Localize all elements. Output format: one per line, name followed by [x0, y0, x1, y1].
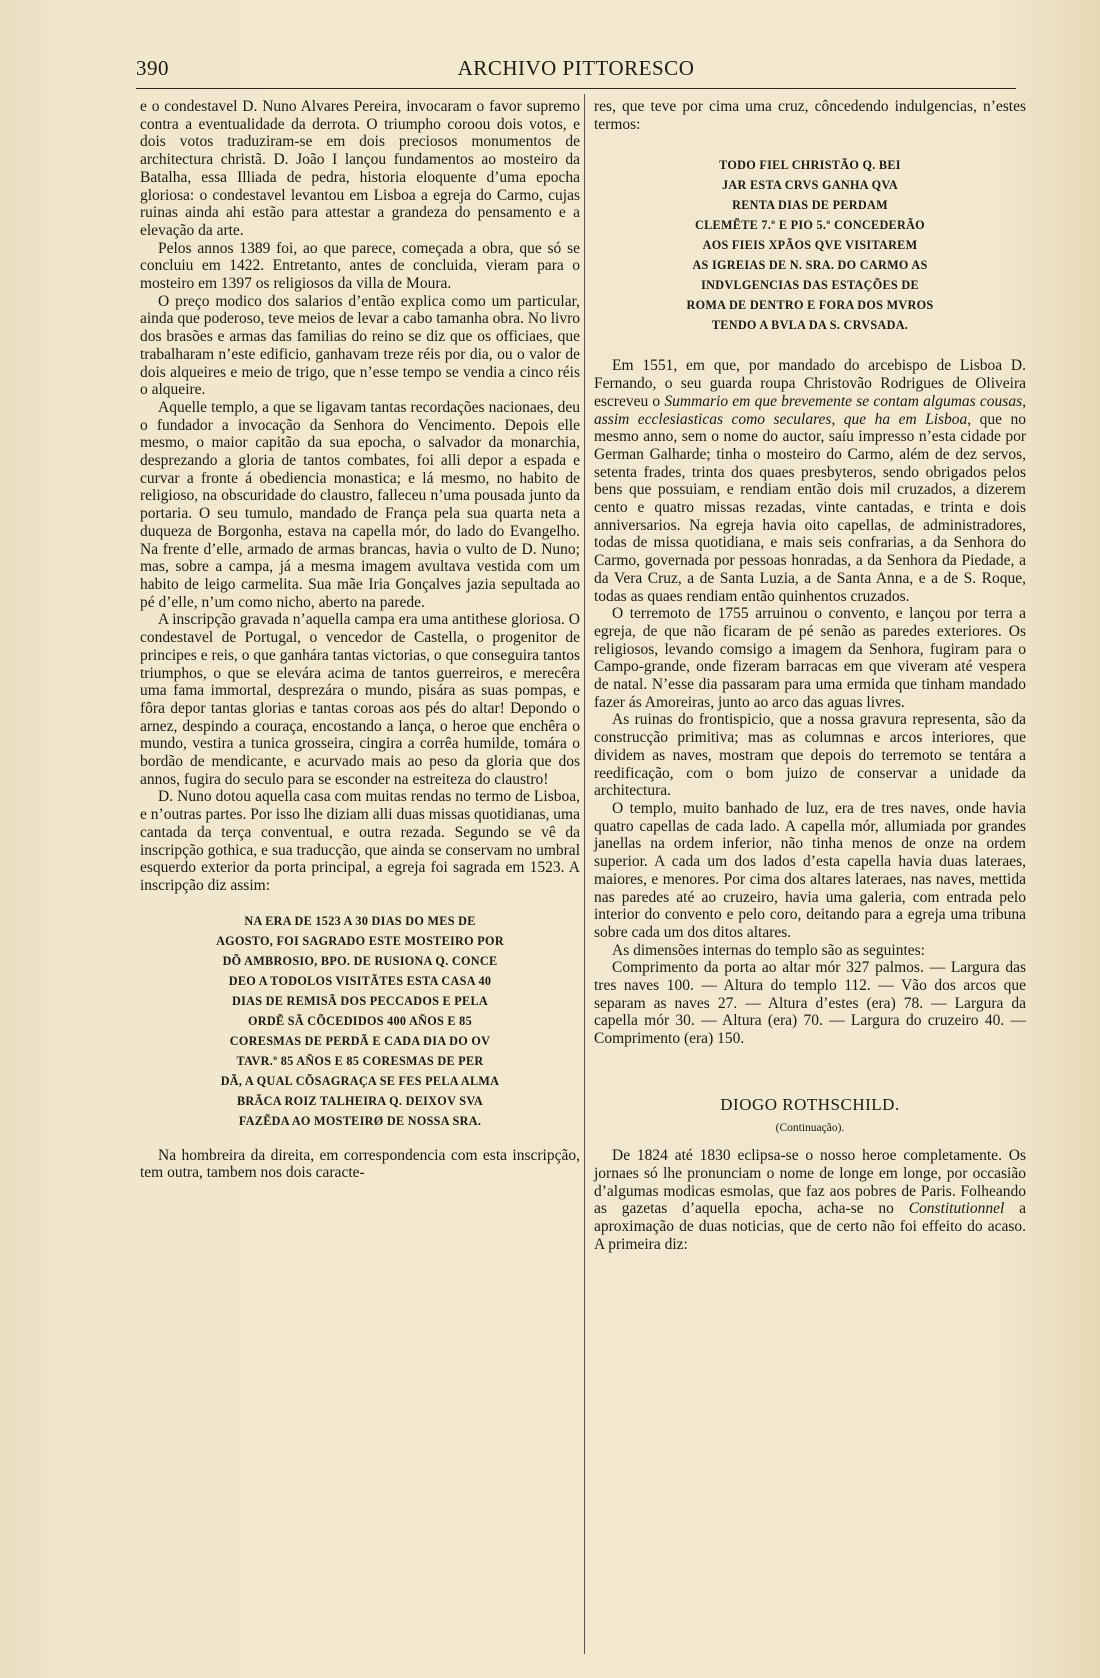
paragraph: e o condestavel D. Nuno Alvares Pereira, invocaram o favor supremo contra a eventualidade da derrota. O triumpho coroou dois votos, e dois votos traduziram-se em dois preciosos monumentos de architectura christã. D. João I lançou fundamentos ao mosteiro da Batalha, essa Illiada de pedra, historia eloquente d’uma epocha gloriosa: o condestavel levantou em Lisboa a egreja do Carmo, cujas ruinas ainda ahi estão para attestar a grandeza do pensamento e a elevação da arte. — [140, 98, 580, 239]
paragraph: O terremoto de 1755 arruinou o convento, e lançou por terra a egreja, de que não ficaram de pé senão as paredes exteriores. Os religiosos, levando comsigo a imagem da Senhora, fugiram para o Campo-grande, onde fizeram barracas em que viveram até vespera de natal. N’esse dia passaram para uma ermida que tinham mandado fazer ás Amoreiras, junto ao arco das aguas livres. — [594, 605, 1026, 711]
book-title: Summario em que brevemente se contam algumas cousas, assim ecclesiasticas como seculares, que ha em Lisboa, — [594, 392, 1026, 428]
text-run: que no mesmo anno, sem o nome do auctor, saíu impresso n’esta cidade por German Galharde; tinha o mosteiro do Carmo, além de dez servos, setenta frades, trinta dos quaes presbyteros, sendo obrigados pelos bens que possuiam, e rendiam então dois mil cruzados, a dizerem cento e quatro missas rezadas, vinte cantadas, e trinta e dois anniversarios. Na egreja havia oito capellas, de administradores, todas de missa quotidiana, e mais seis confrarias, a da Senhora do Carmo, governada por pessoas honradas, a da Senhora da Piedade, a da Vera Cruz, a de Santa Luzia, a de Santa Anna, e a de S. Roque, todas as quaes rendiam então quinhentos cruzados. — [594, 410, 1026, 605]
paragraph: Pelos annos 1389 foi, ao que parece, começada a obra, que só se concluiu em 1422. Entretanto, antes de concluida, vieram para o mosteiro em 1397 os religiosos da villa de Moura. — [140, 239, 580, 293]
inscription-line: ROMA DE DENTRO E FORA DOS MVROS — [686, 298, 934, 313]
paragraph: As dimensões internas do templo são as seguintes: — [612, 941, 925, 959]
inscription-line: INDVLGENCIAS DAS ESTAÇÕES DE — [701, 278, 919, 293]
inscription-line: CORESMAS DE PERDÃ E CADA DIA DO OV — [229, 1033, 491, 1048]
paragraph: Na hombreira da direita, em correspondencia com esta inscripção, tem outra, tambem nos dois caracte- — [140, 1146, 580, 1182]
header-rule — [136, 88, 1016, 89]
inscription-line: TENDO A BVLA DA S. CRVSADA. — [711, 318, 909, 333]
inscription-line: JAR ESTA CRVS GANHA QVA — [722, 178, 898, 193]
text-run: De 1824 até 1830 eclipsa-se o nosso heroe completamente. Os jornaes só lhe pronunciam o nome de longe em longe, por occasião d’algumas modicas esmolas, que faz aos pobres de Paris. Folheando as gazetas d’aquella epocha, acha-se no — [594, 1147, 1026, 1218]
paragraph — [594, 1147, 1026, 1253]
running-title: ARCHIVO PITTORESCO — [457, 56, 695, 80]
paragraph — [594, 357, 1026, 605]
inscription-line: TAVR.º 85 AÑOS E 85 CORESMAS DE PER — [236, 1053, 484, 1068]
inscription-line: DÃ, A QUAL CÕSAGRAÇA SE FES PELA ALMA — [220, 1073, 500, 1088]
inscription-line: NA ERA DE 1523 A 30 DIAS DO MES DE — [244, 913, 476, 928]
paragraph: Comprimento da porta ao altar mór 327 palmos. — Largura das tres naves 100. — Altura do templo 112. — Vão dos arcos que separam as naves 27. — Altura d’estes (era) 78. — Largura da capella mór 30. — Altura (era) 70. — Largura do cruzeiro 40. — Comprimento (era) 150. — [594, 959, 1026, 1048]
inscription-line: RENTA DIAS DE PERDAM — [732, 198, 888, 213]
inscription-line: DIAS DE REMISÃ DOS PECCADOS E PELA — [231, 993, 489, 1008]
page-number: 390 — [136, 56, 169, 80]
paragraph: A inscripção gravada n’aquella campa era uma antithese gloriosa. O condestavel de Portugal, o vencedor de Castella, o progenitor de principes e reis, o que ganhára tantas victorias, o que conseguira tantos triumphos, o que se elevára acima de tantos guerreiros, e merecêra uma fama immortal, desprezára o mundo, pisára as suas pompas, e fôra depor tantas glorias e tantas coroas aos pés do altar! Depondo o arnez, despindo a couraça, encostando a lança, o heroe que enchêra o mundo, vestira a tunica grosseira, cingira a corrêa humilde, tomára o bordão de mendicante, e acurvado mais ao peso da gloria que dos annos, fugira do seculo para se esconder na estreiteza do claustro! — [140, 611, 580, 788]
page-header — [136, 56, 1016, 84]
paragraph: D. Nuno dotou aquella casa com muitas rendas no termo de Lisboa, e n’outras partes. Por isso lhe diziam alli duas missas quotidianas, uma cantada da terça conventual, e outra rezada. Segundo se vê da inscripção gothica, e sua traducção, que ainda se conservam no umbral esquerdo exterior da porta principal, a egreja foi sagrada em 1523. A inscripção diz assim: — [140, 788, 580, 894]
inscription-line: CLEMẼTE 7.º E PIO 5.º CONCEDERÃO — [695, 218, 925, 233]
section-subtitle: (Continuação). — [775, 1121, 845, 1134]
column-separator — [584, 94, 585, 1654]
inscription-line: FAZẼDA AO MOSTEIRØ DE NOSSA SRA. — [238, 1113, 482, 1128]
inscription-line: AOS FIEIS XPÃOS QVE VISITAREM — [702, 238, 918, 253]
paragraph: res, que teve por cima uma cruz, côncedendo indulgencias, n’estes termos: — [594, 98, 1026, 133]
inscription-line: AS IGREIAS DE N. SRA. DO CARMO AS — [692, 258, 928, 273]
cross-inscription — [594, 155, 1026, 335]
inscription-line: TODO FIEL CHRISTÃO Q. BEI — [719, 158, 901, 173]
right-column — [594, 98, 1026, 1253]
left-column — [140, 98, 580, 1182]
inscription-line: DÕ AMBROSIO, BPO. DE RUSIONA Q. CONCE — [222, 953, 498, 968]
paragraph: Aquelle templo, a que se ligavam tantas recordações nacionaes, deu o fundador a invocação da Senhora do Vencimento. Depois elle mesmo, o maior capitão da sua epocha, o salvador da monarchia, desprezando a gloria de tantos combates, foi alli depor a espada e curvar a fronte á obediencia monastica; e lá mesmo, no habito de religioso, na obscuridade do claustro, falleceu n’uma pousada junto da portaria. O seu tumulo, mandado de França pela sua quarta neta a duqueza de Borgonha, estava na capella mór, do lado do Evangelho. Na frente d’elle, armado de armas brancas, havia o vulto de D. Nuno; mas, sobre a campa, já a mesma imagem avultava vestida com um habito de leigo carmelita. Sua mãe Iria Gonçalves jazia sepultada ao pé d’elle, n’um como nicho, aberto na parede. — [140, 398, 580, 611]
inscription-line: AGOSTO, FOI SAGRADO ESTE MOSTEIRO POR — [216, 933, 504, 948]
inscription-line: DEO A TODOLOS VISITÃTES ESTA CASA 40 — [228, 973, 492, 988]
newspaper-name: Constitutionnel — [908, 1200, 1005, 1218]
inscription-line: BRÃCA ROIZ TALHEIRA Q. DEIXOV SVA — [236, 1093, 484, 1108]
gothic-inscription — [140, 911, 580, 1131]
text-run: a aproximação de duas noticias, que de certo não foi effeito do acaso. A primeira diz: — [594, 1200, 1026, 1253]
inscription-line: ORDẼ SÃ CÕCEDIDOS 400 AÑOS E 85 — [248, 1013, 472, 1028]
paragraph: As ruinas do frontispicio, que a nossa gravura representa, são da construcção primitiva; mas as columnas e arcos interiores, que dividem as naves, mostram que depois do terremoto se tentára a reedificação, com o bom juizo de conservar a unidade da architectura. — [594, 711, 1026, 800]
paragraph: O preço modico dos salarios d’então explica como um particular, ainda que poderoso, teve meios de levar a cabo tamanha obra. No livro dos brasões e armas das familias do reino se diz que os officiaes, que trabalharam n’este edificio, ganhavam treze réis por dia, ou o valor de dois alqueires e meio de trigo, que n’esse tempo se vendia a cinco réis o alqueire. — [140, 292, 580, 399]
section-title: DIOGO ROTHSCHILD. — [720, 1094, 900, 1114]
text-run: Em 1551, em que, por mandado do arcebispo de Lisboa D. Fernando, o seu guarda roupa Christovão Rodrigues de Oliveira escreveu o — [594, 357, 1026, 410]
paragraph: O templo, muito banhado de luz, era de tres naves, onde havia quatro capellas de cada lado. A capella mór, allumiada por grandes janellas na ordem inferior, não tinha menos de onze na ordem superior. A cada um dos lados d’esta capella havia duas lateraes, maiores, e menores. Por cima dos altares lateraes, nas naves, mettida nas paredes até ao cruzeiro, havia uma galeria, com entrada pelo interior do convento e pelo coro, deitando para a egreja uma tribuna sobre cada um dos ditos altares. — [594, 799, 1026, 941]
